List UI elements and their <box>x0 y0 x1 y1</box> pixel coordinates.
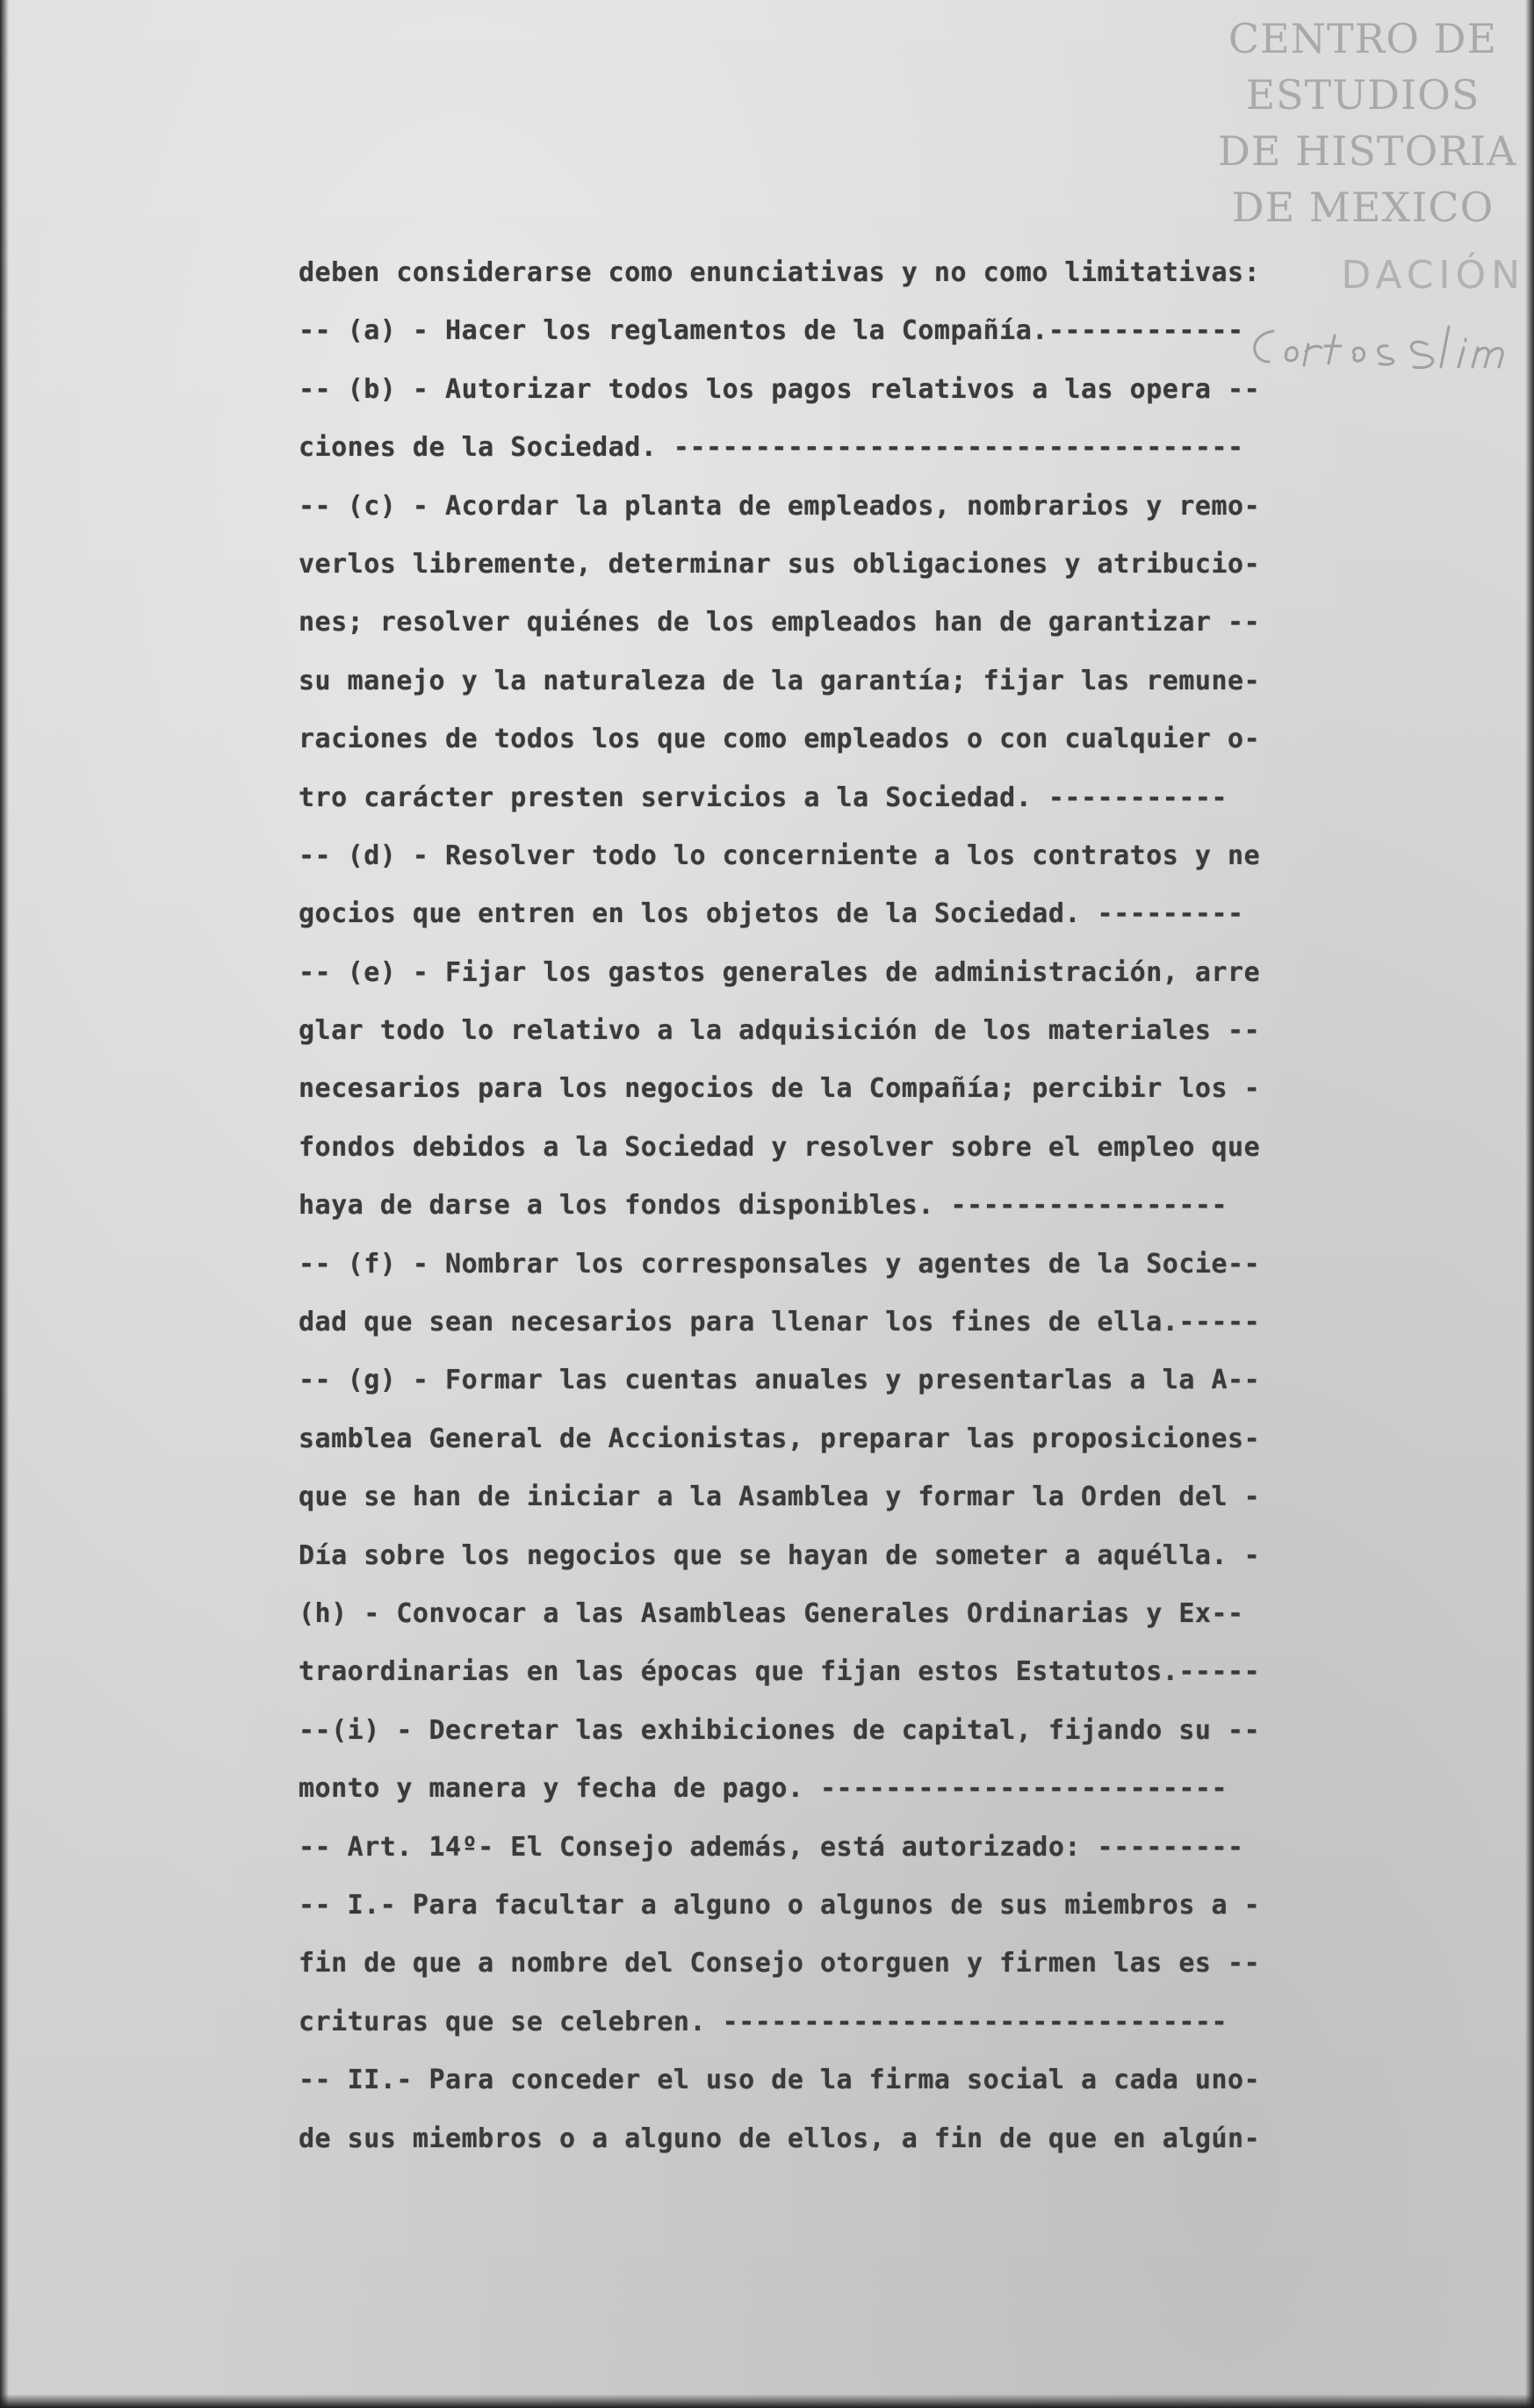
text-line: dad que sean necesarios para llenar los fines de ella.----- <box>299 1307 1261 1338</box>
text-line: necesarios para los negocios de la Compañía; percibir los - <box>299 1073 1261 1105</box>
text-line: -- (g) - Formar las cuentas anuales y presentarlas a la A-- <box>299 1365 1261 1396</box>
text-line: -- (b) - Autorizar todos los pagos relativos a las opera -- <box>299 373 1261 405</box>
text-line: (h) - Convocar a las Asambleas Generales Ordinarias y Ex-- <box>299 1597 1244 1629</box>
stamp-line: ESTUDIOS <box>1245 71 1480 119</box>
text-line: fondos debidos a la Sociedad y resolver sobre el empleo que <box>299 1131 1261 1163</box>
text-line: -- (d) - Resolver todo lo concerniente a los contratos y ne <box>299 840 1261 871</box>
page-edge-bottom <box>0 2394 1534 2408</box>
text-line: -- (a) - Hacer los reglamentos de la Compañía.------------ <box>299 315 1244 347</box>
text-line: gocios que entren en los objetos de la Sociedad. --------- <box>299 898 1244 930</box>
text-line: raciones de todos los que como empleados o con cualquier o- <box>299 724 1261 755</box>
text-line: haya de darse a los fondos disponibles. ----------------- <box>299 1190 1228 1222</box>
text-line: de sus miembros o a alguno de ellos, a fin de que en algún- <box>299 2123 1261 2154</box>
text-line: samblea General de Accionistas, preparar las proposiciones- <box>299 1423 1261 1454</box>
stamp-line: DE MEXICO <box>1231 184 1494 231</box>
text-line: -- (f) - Nombrar los corresponsales y agentes de la Socie-- <box>299 1248 1261 1280</box>
page-edge-left <box>0 0 9 2408</box>
typed-text-body <box>299 244 1352 2168</box>
page-edge-right <box>1525 0 1534 2408</box>
text-line: traordinarias en las épocas que fijan estos Estatutos.----- <box>299 1656 1261 1688</box>
text-line: que se han de iniciar a la Asamblea y formar la Orden del - <box>299 1482 1261 1513</box>
text-line: --(i) - Decretar las exhibiciones de capital, fijando su -- <box>299 1714 1261 1746</box>
archive-stamp <box>1218 11 1517 235</box>
stamp-line: DE HISTORIA <box>1218 127 1517 175</box>
text-line: deben considerarse como enunciativas y no como limitativas: <box>299 257 1261 288</box>
text-line: nes; resolver quiénes de los empleados han de garantizar -- <box>299 607 1261 638</box>
text-line: -- (c) - Acordar la planta de empleados, nombrarios y remo- <box>299 490 1261 522</box>
text-line: monto y manera y fecha de pago. ------------------------- <box>299 1773 1228 1805</box>
text-line: fin de que a nombre del Consejo otorguen y firmen las es -- <box>299 1948 1261 1979</box>
text-line: ciones de la Sociedad. ----------------------------------- <box>299 432 1244 464</box>
fundacion-label: DACIÓN <box>1341 253 1525 298</box>
text-line: su manejo y la naturaleza de la garantía; fijar las remune- <box>299 665 1261 696</box>
text-line: -- Art. 14º- El Consejo además, está autorizado: --------- <box>299 1831 1244 1863</box>
text-line: -- (e) - Fijar los gastos generales de administración, arre <box>299 956 1261 988</box>
text-line: crituras que se celebren. ------------------------------- <box>299 2006 1228 2037</box>
text-line: glar todo lo relativo a la adquisición de los materiales -- <box>299 1015 1261 1047</box>
text-line: verlos libremente, determinar sus obligaciones y atribucio- <box>299 548 1261 580</box>
text-line: tro carácter presten servicios a la Sociedad. ----------- <box>299 782 1228 813</box>
stamp-line: CENTRO DE <box>1228 15 1498 62</box>
text-line: Día sobre los negocios que se hayan de someter a aquélla. - <box>299 1539 1261 1571</box>
text-line: -- I.- Para facultar a alguno o algunos de sus miembros a - <box>299 1889 1261 1921</box>
text-line: -- II.- Para conceder el uso de la firma social a cada uno- <box>299 2065 1261 2096</box>
